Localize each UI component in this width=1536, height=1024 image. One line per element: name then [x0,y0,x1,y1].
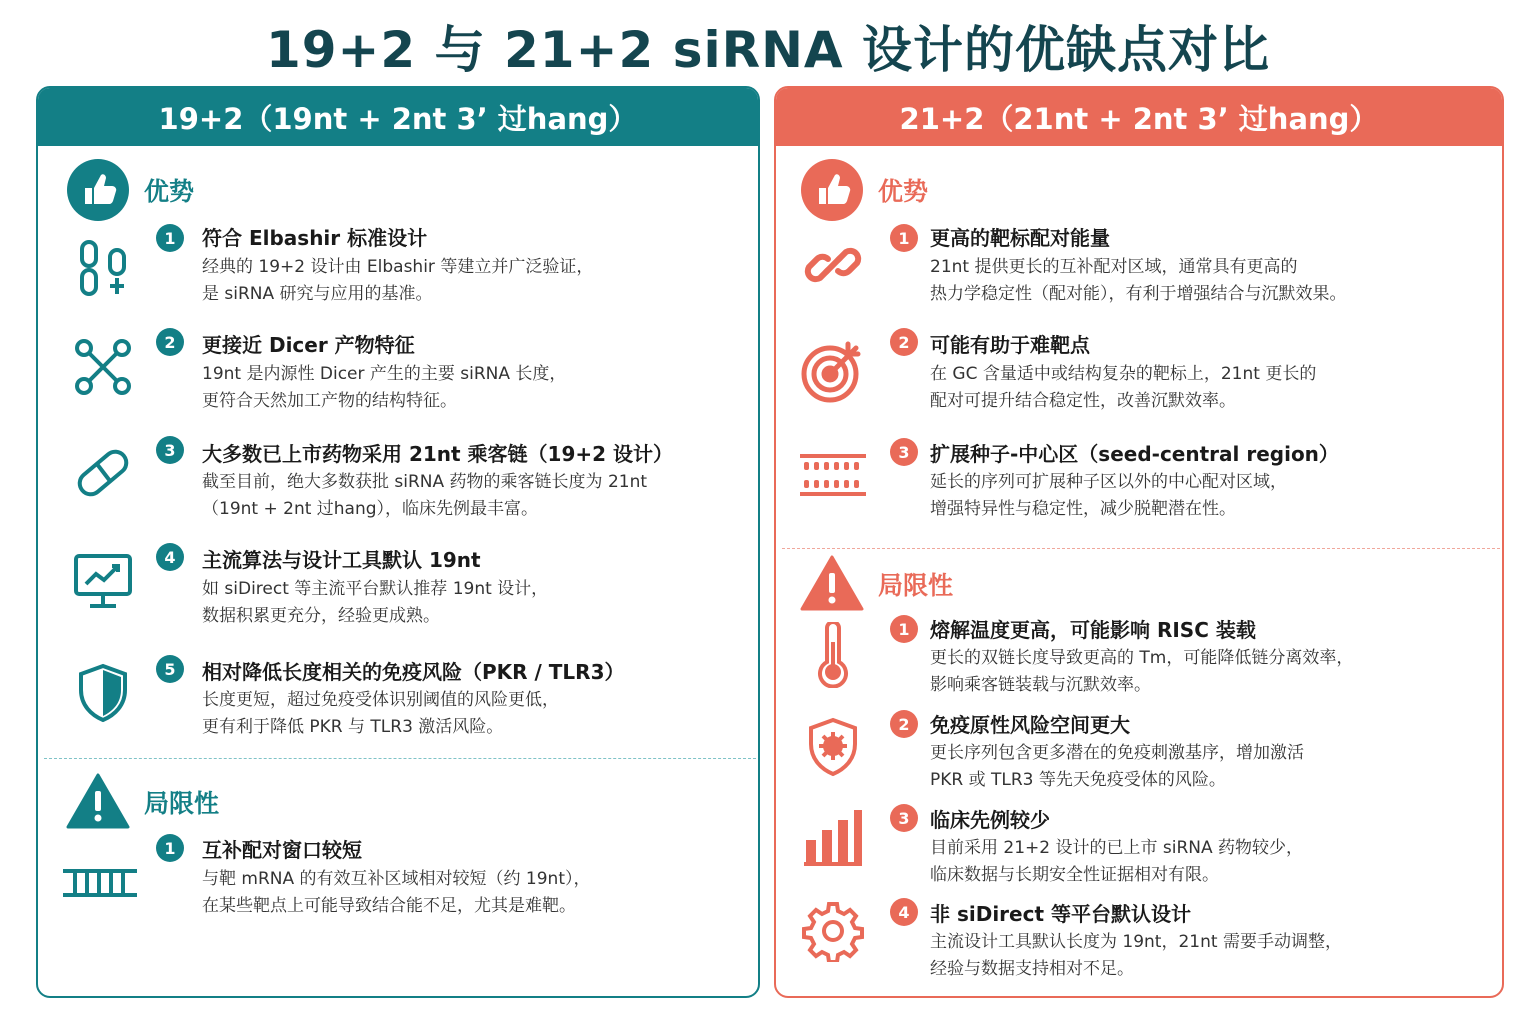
item-number: 3 [156,436,184,464]
seed-region-icon [798,440,868,510]
short-duplex-icon [60,848,140,918]
item-title: 更接近 Dicer 产物特征 [202,333,415,357]
item-desc: 延长的序列可扩展种子区以外的中心配对区域， [930,472,1287,492]
item-desc: （19nt + 2nt 过hang），临床先例最丰富。 [202,499,539,519]
item-desc: 增强特异性与稳定性，减少脱靶潜在性。 [930,499,1236,519]
item-title: 扩展种子-中心区（seed-central region） [930,442,1339,466]
panel-header-19-2: 19+2（19nt + 2nt 3’ 过hang） [38,88,758,146]
thermometer-icon [798,620,868,690]
thumbs-up-icon [800,158,864,222]
item-number: 5 [156,655,184,683]
monitor-chart-icon [68,546,138,616]
item-title: 熔解温度更高，可能影响 RISC 装载 [930,618,1256,642]
advantages-heading-left [66,158,194,222]
item-desc: 目前采用 21+2 设计的已上市 siRNA 药物较少， [930,838,1304,858]
shield-icon [68,658,138,728]
thumbs-up-icon [66,158,130,222]
item-title: 可能有助于难靶点 [930,333,1090,357]
item-title: 符合 Elbashir 标准设计 [202,226,428,250]
item-desc: 主流设计工具默认长度为 19nt，21nt 需要手动调整， [930,932,1342,952]
section-divider [44,758,756,759]
item-desc: 长度更短，超过免疫受体识别阈值的风险更低， [202,690,559,710]
page-title: 19+2 与 21+2 siRNA 设计的优缺点对比 [265,21,1271,79]
item-title: 互补配对窗口较短 [202,838,362,862]
panel-21-2 [774,86,1504,998]
item-desc: 影响乘客链装载与沉默效率。 [930,675,1151,695]
item-desc: 临床数据与长期安全性证据相对有限。 [930,865,1219,885]
item-number: 4 [890,898,918,926]
item-number: 4 [156,543,184,571]
section-divider [782,548,1500,549]
panel-19-2 [36,86,760,998]
item-title: 大多数已上市药物采用 21nt 乘客链（19+2 设计） [202,442,674,466]
item-number: 2 [890,710,918,738]
item-desc: 经验与数据支持相对不足。 [930,959,1134,979]
item-desc: 如 siDirect 等主流平台默认推荐 19nt 设计， [202,579,549,599]
item-desc: PKR 或 TLR3 等先天免疫受体的风险。 [930,770,1226,790]
limitations-title-right: 局限性 [878,571,954,600]
bar-chart-icon [798,802,868,872]
item-desc: 在某些靶点上可能导致结合能不足，尤其是难靶。 [202,896,576,916]
item-number: 3 [890,804,918,832]
warning-icon [800,552,864,616]
panel-header-21-2: 21+2（21nt + 2nt 3’ 过hang） [776,88,1502,146]
item-number: 2 [890,328,918,356]
virus-shield-icon [798,712,868,782]
item-title: 更高的靶标配对能量 [930,226,1110,250]
item-desc: 更长的双链长度导致更高的 Tm，可能降低链分离效率， [930,648,1354,668]
limitations-heading-right [800,552,953,616]
item-desc: 更有利于降低 PKR 与 TLR3 激活风险。 [202,717,504,737]
item-title: 免疫原性风险空间更大 [930,713,1130,737]
item-desc: 19nt 是内源性 Dicer 产生的主要 siRNA 长度， [202,364,567,384]
item-desc: 21nt 提供更长的互补配对区域，通常具有更高的 [930,257,1298,277]
item-desc: 热力学稳定性（配对能），有利于增强结合与沉默效果。 [930,284,1347,304]
item-title: 非 siDirect 等平台默认设计 [930,902,1191,926]
item-number: 1 [156,224,184,252]
advantages-title-right: 优势 [878,177,929,206]
item-number: 1 [890,224,918,252]
warning-icon [66,770,130,834]
item-number: 1 [890,615,918,643]
item-desc: 经典的 19+2 设计由 Elbashir 等建立并广泛验证， [202,257,594,277]
target-icon [798,336,868,406]
item-desc: 更符合天然加工产物的结构特征。 [202,391,457,411]
item-desc: 截至目前，绝大多数获批 siRNA 药物的乘客链长度为 21nt [202,472,648,492]
item-title: 相对降低长度相关的免疫风险（PKR / TLR3） [202,660,625,684]
gear-icon [798,896,868,966]
advantages-heading-right [800,158,928,222]
pill-icon [68,438,138,508]
item-desc: 数据积累更充分，经验更成熟。 [202,606,440,626]
advantages-title-left: 优势 [144,177,195,206]
limitations-heading-left [66,770,219,834]
item-title: 主流算法与设计工具默认 19nt [202,548,481,572]
item-number: 1 [156,834,184,862]
limitations-title-left: 局限性 [144,789,220,818]
item-number: 2 [156,328,184,356]
network-icon [68,332,138,402]
chain-links-icon [70,234,140,304]
item-desc: 在 GC 含量适中或结构复杂的靶标上，21nt 更长的 [930,364,1317,384]
item-desc: 配对可提升结合稳定性，改善沉默效率。 [930,391,1236,411]
link-icon [798,230,868,300]
item-number: 3 [890,438,918,466]
item-desc: 与靶 mRNA 的有效互补区域相对较短（约 19nt）， [202,869,591,889]
item-title: 临床先例较少 [930,808,1050,832]
item-desc: 更长序列包含更多潜在的免疫刺激基序，增加激活 [930,743,1304,763]
item-desc: 是 siRNA 研究与应用的基准。 [202,284,433,304]
